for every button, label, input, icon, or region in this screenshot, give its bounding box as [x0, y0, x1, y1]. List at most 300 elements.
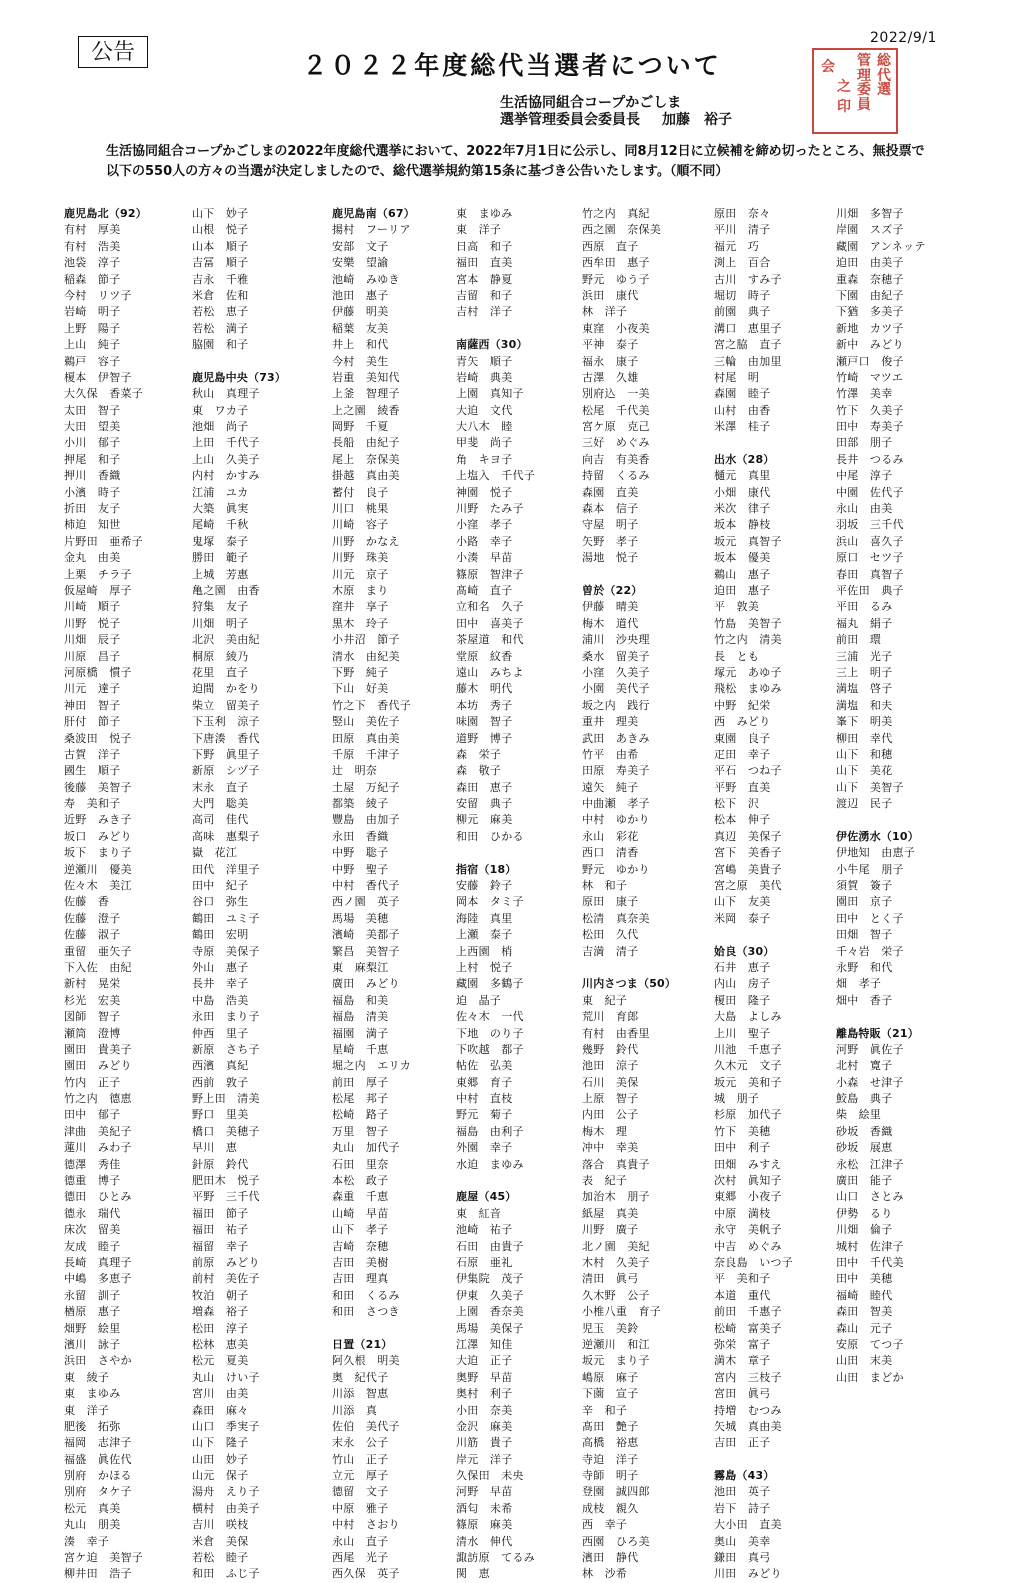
member-name: 落合 真貴子 — [582, 1157, 650, 1171]
member-name: 外山 惠子 — [192, 960, 249, 974]
member-name: 羽坂 三千代 — [836, 518, 904, 532]
member-name: 榎本 伊智子 — [64, 370, 132, 384]
member-name: 須賀 簽子 — [836, 879, 893, 893]
member-name: 矢野 孝子 — [582, 534, 639, 548]
member-name: 鵜戸 容子 — [64, 354, 121, 368]
member-name: 諏訪原 てるみ — [456, 1551, 536, 1565]
member-name: 川筋 貴子 — [456, 1436, 513, 1450]
member-name: 肥田木 悦子 — [192, 1174, 260, 1188]
member-name: 松尾 邦子 — [332, 1092, 389, 1106]
member-name: 河原橋 慣子 — [64, 665, 132, 679]
member-name: 満木 章子 — [714, 1354, 771, 1368]
member-name: 尾上 奈保美 — [332, 452, 400, 466]
member-name: 中村 直枝 — [456, 1092, 513, 1106]
member-name: 木村 久美子 — [582, 1256, 650, 1269]
member-name: 三輪 由加里 — [714, 354, 782, 368]
member-name: 逆瀬川 優美 — [64, 862, 132, 876]
member-name: 平田 るみ — [836, 600, 893, 614]
member-name: 下唐湊 香代 — [192, 731, 260, 745]
member-name: 西久保 英子 — [332, 1567, 400, 1581]
member-name: 永留 訓子 — [64, 1288, 121, 1302]
member-name: 迫田 由美子 — [836, 256, 904, 270]
member-name: 宮ケ迫 美智子 — [64, 1551, 144, 1565]
member-name: 德永 瑞代 — [64, 1206, 121, 1220]
member-name: 下地 のり子 — [456, 1026, 524, 1040]
member-name: 米次 律子 — [714, 502, 771, 516]
member-name: 石原 亜礼 — [456, 1256, 513, 1269]
member-name: 宮之原 美代 — [714, 879, 782, 893]
member-name: 小森 せ津子 — [836, 1075, 904, 1089]
member-name: 迫間 かをり — [192, 682, 260, 696]
member-name: 丸山 朋美 — [64, 1518, 121, 1532]
member-name: 川原 昌子 — [64, 649, 121, 663]
member-name: 上園 真知子 — [456, 387, 524, 401]
member-name: 冲中 幸美 — [582, 1141, 639, 1155]
member-name: 川池 千恵子 — [714, 1042, 782, 1056]
member-name: 上原 智子 — [582, 1092, 639, 1106]
member-name: 古川 すみ子 — [714, 272, 782, 286]
spacer — [192, 354, 320, 370]
member-name: 日高 和子 — [456, 239, 513, 253]
member-name: 西ノ園 英子 — [332, 895, 400, 909]
seal-char: 選 — [877, 82, 891, 98]
member-name: 若松 恵子 — [192, 305, 249, 319]
member-name: 宮下 美香子 — [714, 846, 782, 860]
member-name: 小田 奈美 — [456, 1403, 513, 1417]
official-seal — [812, 48, 898, 134]
member-name: 都築 綾子 — [332, 797, 389, 811]
seal-char: 委 — [857, 82, 871, 98]
member-name: 竹之下 香代子 — [332, 698, 412, 712]
spacer — [836, 812, 964, 828]
member-name: 成枝 親久 — [582, 1501, 639, 1515]
district-heading: 出水（28） — [714, 452, 775, 466]
member-name: 真辺 美保子 — [714, 829, 782, 843]
member-name: 山田 まどか — [836, 1370, 904, 1384]
notice-badge: 公告 — [78, 36, 148, 68]
member-name: 東 綾子 — [64, 1370, 110, 1384]
spacer — [836, 1009, 964, 1025]
member-name: 永田 まり子 — [192, 1010, 260, 1024]
member-name: 竹之内 清美 — [714, 633, 782, 647]
member-name: 末永 公子 — [332, 1436, 389, 1450]
member-name: 稲葉 友美 — [332, 321, 389, 335]
district-heading: 川内さつま（50） — [582, 977, 677, 991]
member-name: 川野 悦子 — [64, 616, 121, 630]
member-name: 古澤 久雄 — [582, 370, 639, 384]
member-name: 竹澤 美幸 — [836, 387, 893, 401]
member-name: 寺原 美保子 — [192, 944, 260, 958]
member-name: 田畑 智子 — [836, 928, 893, 942]
member-name: 奥村 利子 — [456, 1387, 513, 1401]
seal-char: 会 — [821, 59, 835, 75]
member-name: 清水 由紀美 — [332, 649, 400, 663]
member-name: 佐藤 淑子 — [64, 928, 121, 942]
member-name: 久保田 未央 — [456, 1469, 524, 1483]
member-name: 上川 聖子 — [714, 1026, 771, 1040]
member-name: 竹之内 德恵 — [64, 1092, 132, 1106]
member-name: 近野 みき子 — [64, 813, 132, 827]
member-name: 星崎 千恵 — [332, 1042, 389, 1056]
member-name: 福崎 睦代 — [836, 1288, 893, 1302]
member-name: 竹平 由希 — [582, 747, 639, 761]
member-name: 伊集院 茂子 — [456, 1272, 524, 1286]
member-name: 東 まゆみ — [64, 1387, 121, 1401]
member-name: 宮本 静夏 — [456, 272, 513, 286]
member-name: 新中 みどり — [836, 338, 904, 352]
member-name: 後藤 美智子 — [64, 780, 132, 794]
member-name: 神園 悦子 — [456, 485, 513, 499]
member-name: 畑野 絵里 — [64, 1321, 121, 1335]
member-name: 林 洋子 — [582, 305, 628, 319]
member-name: 杉原 加代子 — [714, 1108, 782, 1122]
organization-name: 生活協同組合コープかごしま — [500, 95, 682, 111]
member-name: 寺迫 洋子 — [582, 1452, 639, 1466]
member-name: 西 みどり — [714, 715, 771, 729]
member-name: 持留 くるみ — [582, 469, 650, 483]
member-name: 東園 良子 — [714, 731, 771, 745]
member-name: 新村 晃栄 — [64, 977, 121, 991]
member-name: 加治木 朋子 — [582, 1190, 650, 1204]
member-name: 野口 里美 — [192, 1108, 249, 1122]
member-name: 中吉 めぐみ — [714, 1239, 782, 1253]
member-name: 永松 江津子 — [836, 1157, 904, 1171]
member-name: 坂元 真智子 — [714, 534, 782, 548]
member-name: 畑中 香子 — [836, 993, 893, 1007]
member-name: 林 沙希 — [582, 1567, 628, 1581]
member-name: 武田 あきみ — [582, 731, 650, 745]
spacer — [456, 845, 584, 861]
member-name: 小路 幸子 — [456, 534, 513, 548]
member-name: 野上田 清美 — [192, 1092, 260, 1106]
seal-char: 管 — [857, 53, 871, 69]
member-name: 松下 沢 — [714, 797, 760, 811]
member-name: 城村 佐津子 — [836, 1239, 904, 1253]
member-name: 上山 純子 — [64, 338, 121, 352]
member-name: 西園 ひろ美 — [582, 1534, 650, 1548]
member-name: 三浦 光子 — [836, 649, 893, 663]
spacer — [332, 1321, 460, 1337]
member-name: 浜田 さやか — [64, 1354, 132, 1368]
member-name: 濱川 詠子 — [64, 1337, 121, 1351]
member-name: 脇園 和子 — [192, 338, 249, 352]
member-name: 横村 由美子 — [192, 1501, 260, 1515]
member-name: 岸園 スズ子 — [836, 223, 904, 237]
member-name: 永田 香織 — [332, 829, 389, 843]
member-name: 森山 元子 — [836, 1321, 893, 1335]
member-name: 池田 惠子 — [332, 288, 389, 302]
district-heading: 南薩西（30） — [456, 338, 528, 352]
member-name: 田中 利子 — [714, 1141, 771, 1155]
member-name: 原田 奈々 — [714, 207, 771, 220]
member-name: 大田 望美 — [64, 420, 121, 434]
member-name: 東郷 育子 — [456, 1075, 513, 1089]
member-name: 小湊 早苗 — [456, 551, 513, 565]
member-name: 西之園 奈保美 — [582, 223, 662, 237]
member-name: 中尾 淳子 — [836, 469, 893, 483]
member-name: 湯舟 えり子 — [192, 1485, 260, 1499]
member-column — [64, 206, 192, 1583]
spacer — [582, 567, 710, 583]
member-column — [582, 206, 710, 1583]
member-name: 溝口 恵里子 — [714, 321, 782, 335]
member-name: 山根 悦子 — [192, 223, 249, 237]
member-name: 前田 千惠子 — [714, 1305, 782, 1319]
member-name: 西原 直子 — [582, 239, 639, 253]
member-name: 下吹越 都子 — [456, 1042, 524, 1056]
member-name: 大迫 文代 — [456, 403, 513, 417]
member-name: 峯下 明美 — [836, 715, 893, 729]
member-name: 松本 伸子 — [714, 813, 771, 827]
member-name: 米岡 泰子 — [714, 911, 771, 925]
member-name: 有村 浩美 — [64, 239, 121, 253]
member-name: 森園 睦子 — [714, 387, 771, 401]
member-name: 伊藤 明美 — [332, 305, 389, 319]
member-name: 田代 洋里子 — [192, 862, 260, 876]
member-name: 田中 寿美子 — [836, 420, 904, 434]
member-name: 牧泊 朝子 — [192, 1288, 249, 1302]
member-name: 川畑 明子 — [192, 616, 249, 630]
member-name: 松崎 路子 — [332, 1108, 389, 1122]
member-name: 安樂 望諭 — [332, 256, 389, 270]
member-name: 安部 文子 — [332, 239, 389, 253]
member-name: 鬼塚 泰子 — [192, 534, 249, 548]
member-name: 今村 リツ子 — [64, 288, 132, 302]
member-name: 津曲 美紀子 — [64, 1124, 132, 1138]
member-name: 西牟田 惠子 — [582, 256, 650, 270]
member-name: 松尾 千代美 — [582, 403, 650, 417]
member-name: 梅木 理 — [582, 1124, 628, 1138]
member-name: 関 恵 — [456, 1567, 490, 1581]
member-name: 藏園 アンネッテ — [836, 239, 926, 253]
member-name: 重森 奈穂子 — [836, 272, 904, 286]
member-name: 山崎 早苗 — [332, 1206, 389, 1220]
member-name: 川元 京子 — [332, 567, 389, 581]
member-name: 逆瀬川 和江 — [582, 1337, 650, 1351]
member-name: 川畑 辰子 — [64, 633, 121, 647]
member-name: 北沢 美由紀 — [192, 633, 260, 647]
member-name: 野元 菊子 — [456, 1108, 513, 1122]
member-name: 浜田 康代 — [582, 288, 639, 302]
member-name: 德澤 秀佳 — [64, 1157, 121, 1171]
member-name: 新地 カツ子 — [836, 321, 904, 335]
member-name: 小椎八重 育子 — [582, 1305, 662, 1319]
member-name: 丸山 加代子 — [332, 1141, 400, 1155]
district-heading: 鹿屋（45） — [456, 1190, 517, 1204]
member-column — [332, 206, 460, 1583]
member-name: 長崎 真理子 — [64, 1256, 132, 1269]
member-name: 金丸 由美 — [64, 551, 121, 565]
member-name: 神田 智子 — [64, 698, 121, 712]
member-name: 吉川 咲枝 — [192, 1518, 249, 1532]
member-name: 持増 むつみ — [714, 1403, 782, 1417]
member-name: 和田 さつき — [332, 1305, 400, 1319]
member-name: 太田 智子 — [64, 403, 121, 417]
committee-chair — [500, 109, 732, 129]
member-name: 福島 由利子 — [456, 1124, 524, 1138]
member-name: 上田 千代子 — [192, 436, 260, 450]
member-column — [714, 206, 842, 1583]
member-name: 森田 恵子 — [456, 780, 513, 794]
member-name: 千々岩 栄子 — [836, 944, 904, 958]
member-name: 下猶 多美子 — [836, 305, 904, 319]
member-name: 和田 ふじ子 — [192, 1567, 260, 1581]
member-name: 岸元 洋子 — [456, 1452, 513, 1466]
member-name: 園田 貴美子 — [64, 1042, 132, 1056]
member-name: 岩下 詩子 — [714, 1501, 771, 1515]
member-name: 内村 かすみ — [192, 469, 260, 483]
member-name: 安留 典子 — [456, 797, 513, 811]
member-name: 川崎 容子 — [332, 518, 389, 532]
member-name: 米倉 美保 — [192, 1534, 249, 1548]
chair-name: 加藤 裕子 — [662, 112, 732, 128]
member-name: 清田 眞弓 — [582, 1272, 639, 1286]
member-name: 奥 紀代子 — [332, 1370, 389, 1384]
member-name: 山下 友美 — [714, 895, 771, 909]
member-name: 永山 直子 — [332, 1534, 389, 1548]
member-name: 山下 美智子 — [836, 780, 904, 794]
member-name: 中野 聡子 — [332, 846, 389, 860]
member-name: 上村 悦子 — [456, 960, 513, 974]
member-name: 田中 千代美 — [836, 1256, 904, 1269]
member-name: 別府 かほる — [64, 1469, 132, 1483]
member-name: 竹之内 真紀 — [582, 207, 650, 220]
member-name: 杉光 宏美 — [64, 993, 121, 1007]
member-name: 長 とも — [714, 649, 760, 663]
member-name: 江浦 ユカ — [192, 485, 249, 499]
member-name: 下玉利 涼子 — [192, 715, 260, 729]
member-name: 前田 厚子 — [332, 1075, 389, 1089]
member-name: 床次 留美 — [64, 1223, 121, 1237]
seal-char: 印 — [837, 99, 851, 115]
member-name: 重留 亜矢子 — [64, 944, 132, 958]
member-name: 田原 寿美子 — [582, 764, 650, 778]
member-name: 東郷 小夜子 — [714, 1190, 782, 1204]
member-name: 川元 達子 — [64, 682, 121, 696]
member-name: 辛 和子 — [582, 1403, 628, 1417]
member-name: 廣田 能子 — [836, 1174, 893, 1188]
member-name: 下野 純子 — [332, 665, 389, 679]
member-name: 佐藤 香 — [64, 895, 110, 909]
member-name: 飛松 まゆみ — [714, 682, 782, 696]
member-column — [192, 206, 320, 1583]
district-heading: 鹿児島南（67） — [332, 207, 415, 220]
member-name: 竹下 美穂 — [714, 1124, 771, 1138]
member-name: 上園 香奈美 — [456, 1305, 524, 1319]
member-name: 坂下 まり子 — [64, 846, 132, 860]
member-name: 有村 厚美 — [64, 223, 121, 237]
member-name: 佐々木 一代 — [456, 1010, 524, 1024]
member-name: 坂元 美和子 — [714, 1075, 782, 1089]
member-name: 柳元 麻美 — [456, 813, 513, 827]
member-name: 酒匂 未希 — [456, 1501, 513, 1515]
member-name: 德重 博子 — [64, 1174, 121, 1188]
member-name: 押尾 和子 — [64, 452, 121, 466]
member-name: 宮嶋 美貴子 — [714, 862, 782, 876]
seal-char: 員 — [857, 96, 871, 113]
member-name: 守屋 明子 — [582, 518, 639, 532]
member-name: 大迫 正子 — [456, 1354, 513, 1368]
member-name: 高橋 裕恵 — [582, 1436, 639, 1450]
member-name: 若松 満子 — [192, 321, 249, 335]
member-name: 清水 伸代 — [456, 1534, 513, 1548]
member-name: 上西園 梢 — [456, 944, 513, 958]
member-name: 松元 夏美 — [192, 1354, 249, 1368]
member-name: 田原 真由美 — [332, 731, 400, 745]
member-name: 河野 早苗 — [456, 1485, 513, 1499]
member-name: 重井 理美 — [582, 715, 639, 729]
member-name: 迫 晶子 — [456, 993, 502, 1007]
member-name: 本坊 秀子 — [456, 698, 513, 712]
member-name: 竹山 正子 — [332, 1452, 389, 1466]
publication-date: 2022/9/1 — [870, 30, 937, 46]
member-name: 柳井田 浩子 — [64, 1567, 132, 1581]
member-name: 寺師 明子 — [582, 1469, 639, 1483]
member-name: 中村 さおり — [332, 1518, 400, 1532]
member-name: 吉留 和子 — [456, 288, 513, 302]
member-name: 小牛尾 朋子 — [836, 862, 904, 876]
member-name: 三上 明子 — [836, 665, 893, 679]
member-name: 高司 佳代 — [192, 813, 249, 827]
member-name: 福田 節子 — [192, 1206, 249, 1220]
member-name: 次村 眞知子 — [714, 1174, 782, 1188]
member-name: 宮ケ原 克己 — [582, 420, 650, 434]
member-name: 安原 てつ子 — [836, 1337, 904, 1351]
member-name: 石井 恵子 — [714, 960, 771, 974]
member-name: 長井 つるみ — [836, 452, 904, 466]
member-name: 大久保 香菜子 — [64, 387, 144, 401]
member-name: 上野 陽子 — [64, 321, 121, 335]
member-name: 揚村 フーリア — [332, 223, 411, 237]
member-name: 小濱 時子 — [64, 485, 121, 499]
member-name: 尾崎 千秋 — [192, 518, 249, 532]
member-name: 堀之内 エリカ — [332, 1059, 411, 1073]
member-name: 吉満 清子 — [582, 944, 639, 958]
member-name: 石田 里奈 — [332, 1157, 389, 1171]
member-name: 下野 眞里子 — [192, 747, 260, 761]
member-name: 田中 美穂 — [836, 1272, 893, 1286]
member-name: 向吉 有美香 — [582, 452, 650, 466]
member-name: 新原 シヅ子 — [192, 764, 260, 778]
member-name: 有村 由香里 — [582, 1026, 650, 1040]
member-name: 原口 セツ子 — [836, 551, 904, 565]
member-name: 川畑 倫子 — [836, 1223, 893, 1237]
member-name: 伊東 久美子 — [456, 1288, 524, 1302]
member-name: 野元 ゆう子 — [582, 272, 650, 286]
member-name: 森重 千恵 — [332, 1190, 389, 1204]
member-name: 満塩 和夫 — [836, 698, 893, 712]
district-heading: 日置（21） — [332, 1337, 393, 1351]
member-name: 山口 季実子 — [192, 1419, 260, 1433]
member-name: 東 紀子 — [582, 993, 628, 1007]
member-name: 小川 郁子 — [64, 436, 121, 450]
member-name: 岡野 千夏 — [332, 420, 389, 434]
member-name: 前園 典子 — [714, 305, 771, 319]
member-name: 前田 環 — [836, 633, 882, 647]
member-name: 藤木 明代 — [456, 682, 513, 696]
member-name: 中島 浩美 — [192, 993, 249, 1007]
member-name: 永野 和代 — [836, 960, 893, 974]
member-name: 福留 幸子 — [192, 1239, 249, 1253]
member-name: 吉崎 奈穂 — [332, 1239, 389, 1253]
member-name: 中野 聖子 — [332, 862, 389, 876]
member-name: 平 敦美 — [714, 600, 760, 614]
member-name: 山下 和穂 — [836, 747, 893, 761]
member-name: 江澤 知佳 — [456, 1337, 513, 1351]
member-name: 茶屋道 和代 — [456, 633, 524, 647]
member-name: 久木野 公子 — [582, 1288, 650, 1302]
member-name: 千原 千津子 — [332, 747, 400, 761]
